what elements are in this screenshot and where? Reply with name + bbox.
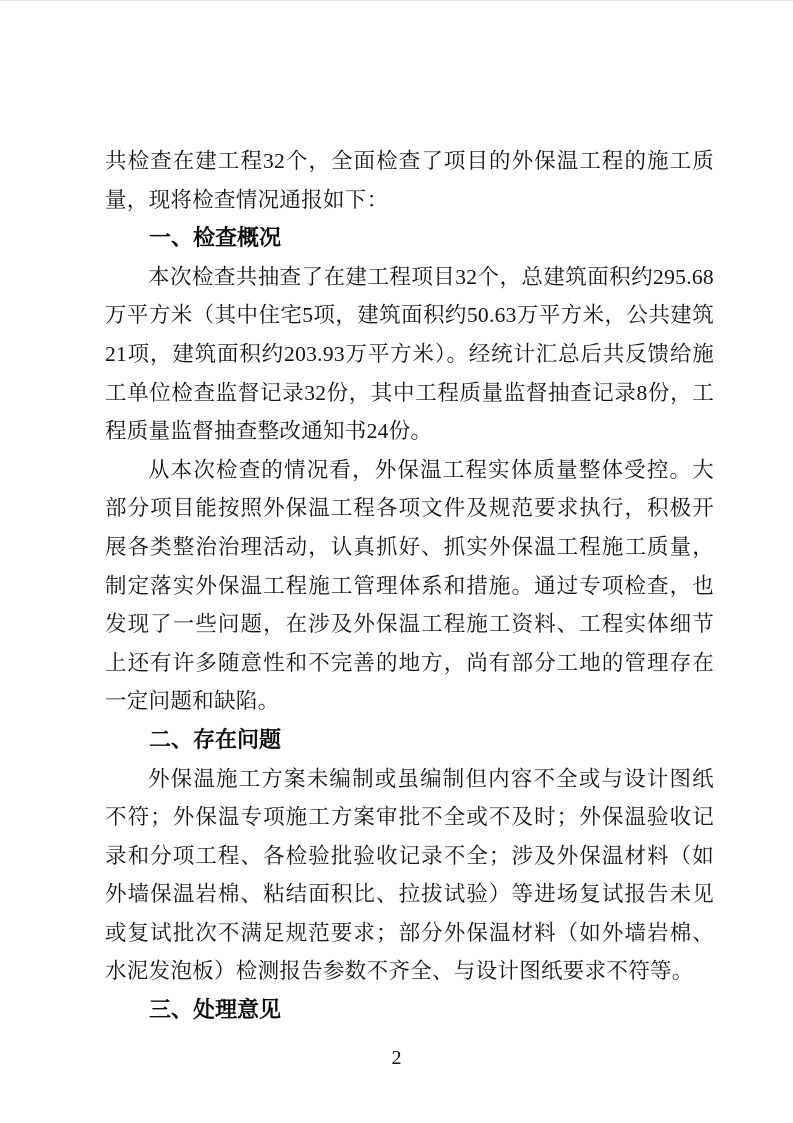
page-number: 2 [391,1047,402,1069]
section-heading-existing-problems: 二、存在问题 [149,726,282,752]
paragraph-inspection-statistics: 本次检查共抽查了在建工程项目32个，总建筑面积约295.68万平方米（其中住宅5项，建筑面积约50.63万平方米，公共建筑21项，建筑面积约203.93万平方米）。经统计汇总后共反馈给施工单位检查监督记录32份，其中工程质量监督抽查记录8份，工程质量监督抽查整改通知书24份。 [105,264,714,444]
section-heading-handling-opinions: 三、处理意见 [149,997,282,1023]
document-body [105,142,714,1030]
paragraph-continuation: 共检查在建工程32个，全面检查了项目的外保温工程的施工质量，现将检查情况通报如下： [105,149,714,212]
section-heading-inspection-overview: 一、检查概况 [149,225,282,251]
paragraph-overall-assessment: 从本次检查的情况看，外保温工程实体质量整体受控。大部分项目能按照外保温工程各项文件及规范要求执行，积极开展各类整治治理活动，认真抓好、抓实外保温工程施工质量，制定落实外保温工程施工管理体系和措施。通过专项检查，也发现了一些问题，在涉及外保温工程施工资料、工程实体细节上还有许多随意性和不完善的地方，尚有部分工地的管理存在一定问题和缺陷。 [105,457,714,714]
paragraph-problem-details: 外保温施工方案未编制或虽编制但内容不全或与设计图纸不符；外保温专项施工方案审批不全或不及时；外保温验收记录和分项工程、各检验批验收记录不全；涉及外保温材料（如外墙保温岩棉、粘结面积比、拉拔试验）等进场复试报告未见或复试批次不满足规范要求；部分外保温材料（如外墙岩棉、水泥发泡板）检测报告参数不齐全、与设计图纸要求不符等。 [105,766,714,984]
